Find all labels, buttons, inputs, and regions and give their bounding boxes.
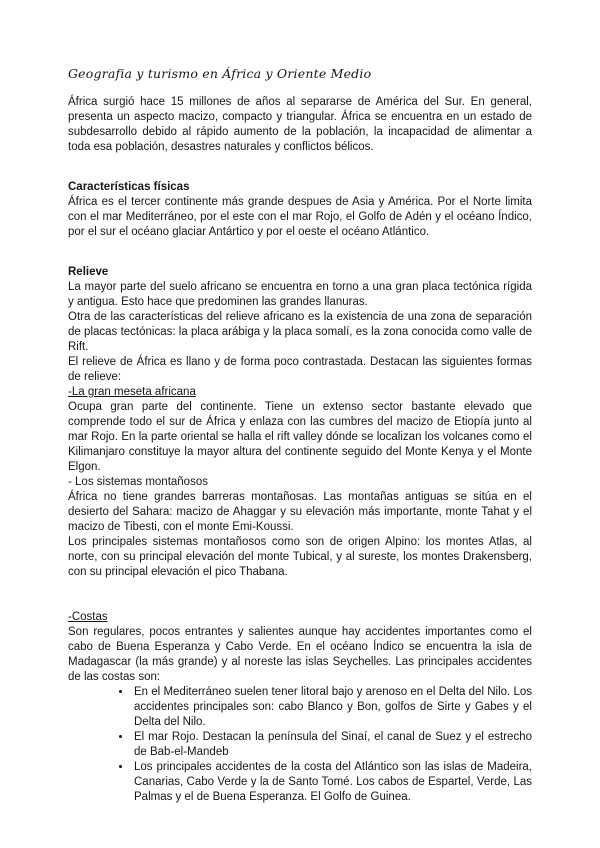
- coasts-paragraph: Son regulares, pocos entrantes y salientes aunque hay accidentes importantes como el cabo de Buena Esperanza y Cabo Verde. En el océano Índico se encuentra la isla de Madagascar (la más grande) y al noreste las islas Seychelles. Las principales accidentes de las costas son:: [68, 626, 532, 683]
- document-title: Geografia y turismo en África y Oriente Medio: [68, 66, 372, 81]
- list-item: • Los principales accidentes de la costa del Atlántico son las islas de Madeira, Canarias, Cabo Verde y la de Santo Tomé. Los cabos de Espartel, Verde, Las Palmas y el de Buena Esperanza. El Golfo de Guinea.: [132, 760, 532, 805]
- sistemas-paragraph-2: Los principales sistemas montañosos como son de origen Alpino: los montes Atlas, al norte, con su principal elevación del monte Tubical, y al sureste, los montes Drakensberg, con su principal elevación el pico Thabana.: [68, 536, 532, 578]
- relief-paragraph-1: La mayor parte del suelo africano se encuentra en torno a una gran placa tectónica rígida y antigua. Esto hace que predominen las grandes llanuras.: [68, 281, 532, 308]
- subheading-gran-meseta: -La gran meseta africana: [68, 386, 196, 398]
- heading-relieve: Relieve: [68, 266, 109, 278]
- sistemas-paragraph-1: África no tiene grandes barreras montañosas. Las montañas antiguas se sitúa en el desierto del Sahara: macizo de Ahaggar y su elevación más importante, monte Tahat y el macizo de Tibesti, con el monte Emi-Koussi.: [68, 491, 532, 533]
- list-item: • El mar Rojo. Destacan la península del Sinaí, el canal de Suez y el estrecho de Bab-el-Mandeb: [132, 730, 532, 760]
- subheading-sistemas-montanosos: - Los sistemas montañosos: [68, 476, 208, 488]
- coastal-features-list: [68, 685, 532, 805]
- physical-paragraph: África es el tercer continente más grande despues de Asia y América. Por el Norte limita con el mar Mediterráneo, por el este con el mar Rojo, el Golfo de Adén y el océano Índico, por el sur el océano glaciar Antártico y por el oeste el océano Atlántico.: [68, 196, 532, 238]
- heading-caracteristicas-fisicas: Características físicas: [68, 181, 190, 193]
- relief-paragraph-3: El relieve de África es llano y de forma poco contrastada. Destacan las siguientes formas de relieve:: [68, 356, 532, 383]
- meseta-paragraph: Ocupa gran parte del continente. Tiene un extenso sector bastante elevado que comprende todo el sur de África y enlaza con las cumbres del macizo de Etiopía junto al mar Rojo. En la parte oriental se halla el rift valley dónde se localizan los volcanes como el Kilimanjaro constituye la mayor altura del continente seguido del Monte Kenya y el Monte Elgon.: [68, 401, 532, 473]
- list-item: • En el Mediterráneo suelen tener litoral bajo y arenoso en el Delta del Nilo. Los accidentes principales son: cabo Blanco y Bon, golfos de Sirte y Gabes y el Delta del Nilo.: [132, 685, 532, 730]
- intro-paragraph: África surgió hace 15 millones de años al separarse de América del Sur. En general, presenta un aspecto macizo, compacto y triangular. África se encuentra en un estado de subdesarrollo debido al rápido aumento de la población, la incapacidad de alimentar a toda esa población, desastres naturales y conflictos bélicos.: [68, 96, 532, 153]
- subheading-costas: -Costas: [68, 611, 108, 623]
- relief-paragraph-2: Otra de las características del relieve africano es la existencia de una zona de separación de placas tectónicas: la placa arábiga y la placa somalí, es la zona conocida como valle de Rift.: [68, 311, 532, 353]
